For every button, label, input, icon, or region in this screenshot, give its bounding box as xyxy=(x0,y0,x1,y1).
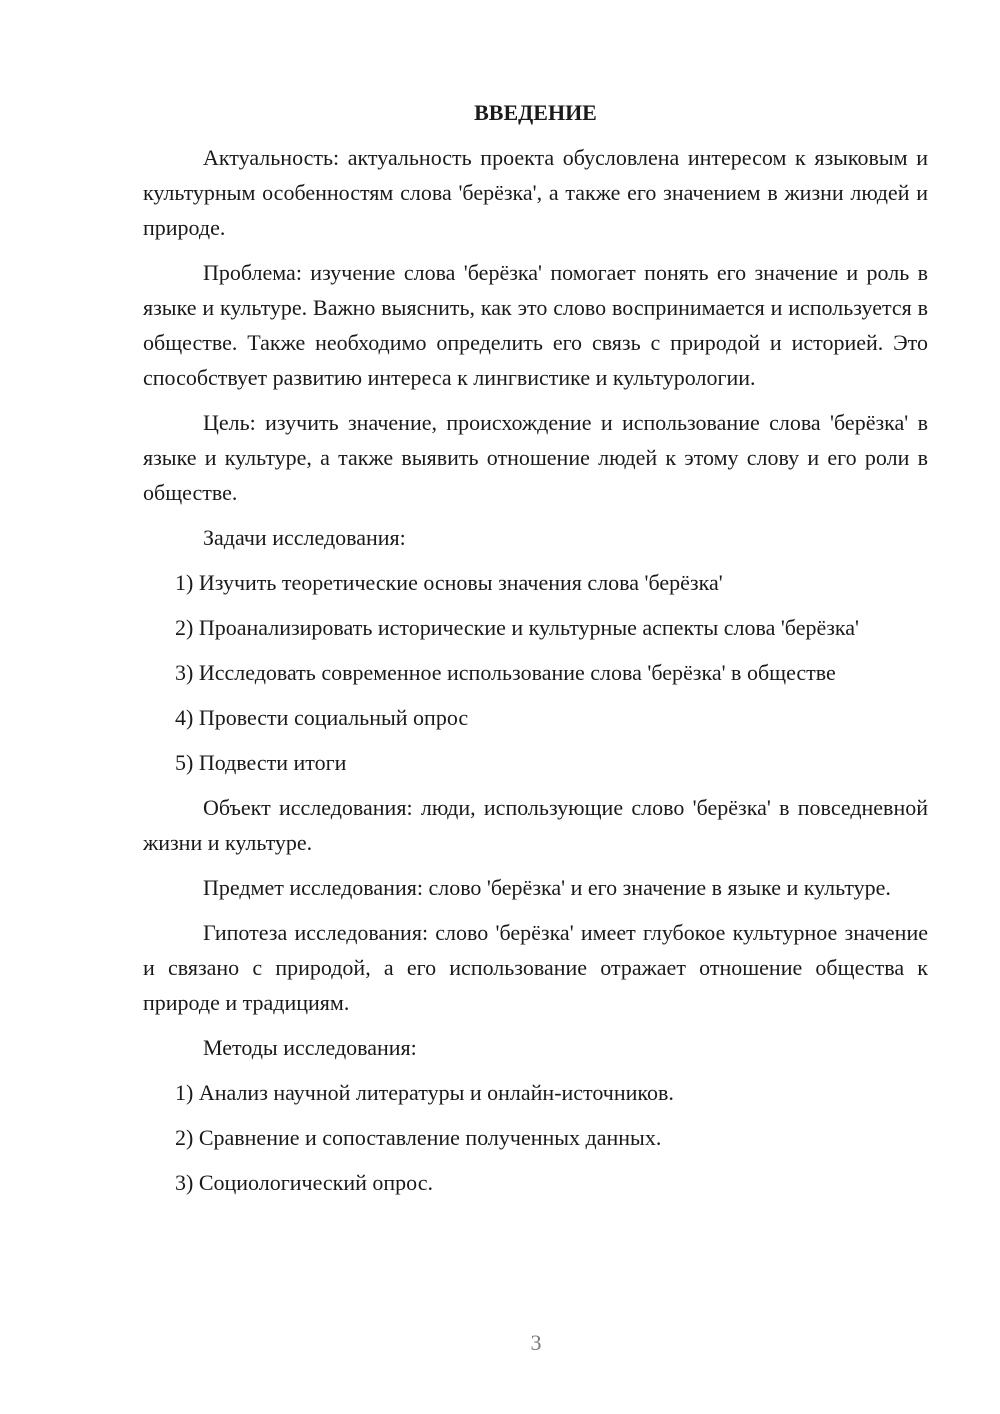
hypothesis-paragraph: Гипотеза исследования: слово 'берёзка' имеет глубокое культурное значение и связано с природой, а его использование отражает отношение общества к природе и традициям. xyxy=(143,920,928,1015)
task-item-1: 1) Изучить теоретические основы значения слова 'берёзка' xyxy=(175,570,723,595)
section-title: ВВЕДЕНИЕ xyxy=(474,100,597,125)
task-item-3: 3) Исследовать современное использование слова 'берёзка' в обществе xyxy=(175,660,836,685)
method-item-2: 2) Сравнение и сопоставление полученных данных. xyxy=(175,1125,662,1150)
relevance-paragraph: Актуальность: актуальность проекта обусловлена интересом к языковым и культурным особенностям слова 'берёзка', а также его значением в жизни людей и природе. xyxy=(143,145,928,240)
task-item-5: 5) Подвести итоги xyxy=(175,750,347,775)
subject-paragraph: Предмет исследования: слово 'берёзка' и его значение в языке и культуре. xyxy=(203,875,891,900)
task-item-4: 4) Провести социальный опрос xyxy=(175,705,469,730)
methods-heading: Методы исследования: xyxy=(203,1035,417,1060)
tasks-heading: Задачи исследования: xyxy=(203,525,406,550)
page-content xyxy=(143,95,928,1210)
goal-paragraph: Цель: изучить значение, происхождение и использование слова 'берёзка' в языке и культуре, а также выявить отношение людей к этому слову и его роли в обществе. xyxy=(143,410,928,505)
problem-paragraph: Проблема: изучение слова 'берёзка' помогает понять его значение и роль в языке и культуре. Важно выяснить, как это слово воспринимается и используется в обществе. Также необходимо определить его связь с природой и историей. Это способствует развитию интереса к лингвистике и культурологии. xyxy=(143,260,928,390)
object-paragraph: Объект исследования: люди, использующие слово 'берёзка' в повседневной жизни и культуре. xyxy=(143,795,928,855)
method-item-3: 3) Социологический опрос. xyxy=(175,1170,433,1195)
page-number: 3 xyxy=(530,1330,542,1355)
task-item-2: 2) Проанализировать исторические и культурные аспекты слова 'берёзка' xyxy=(175,615,860,640)
method-item-1: 1) Анализ научной литературы и онлайн-источников. xyxy=(175,1080,674,1105)
